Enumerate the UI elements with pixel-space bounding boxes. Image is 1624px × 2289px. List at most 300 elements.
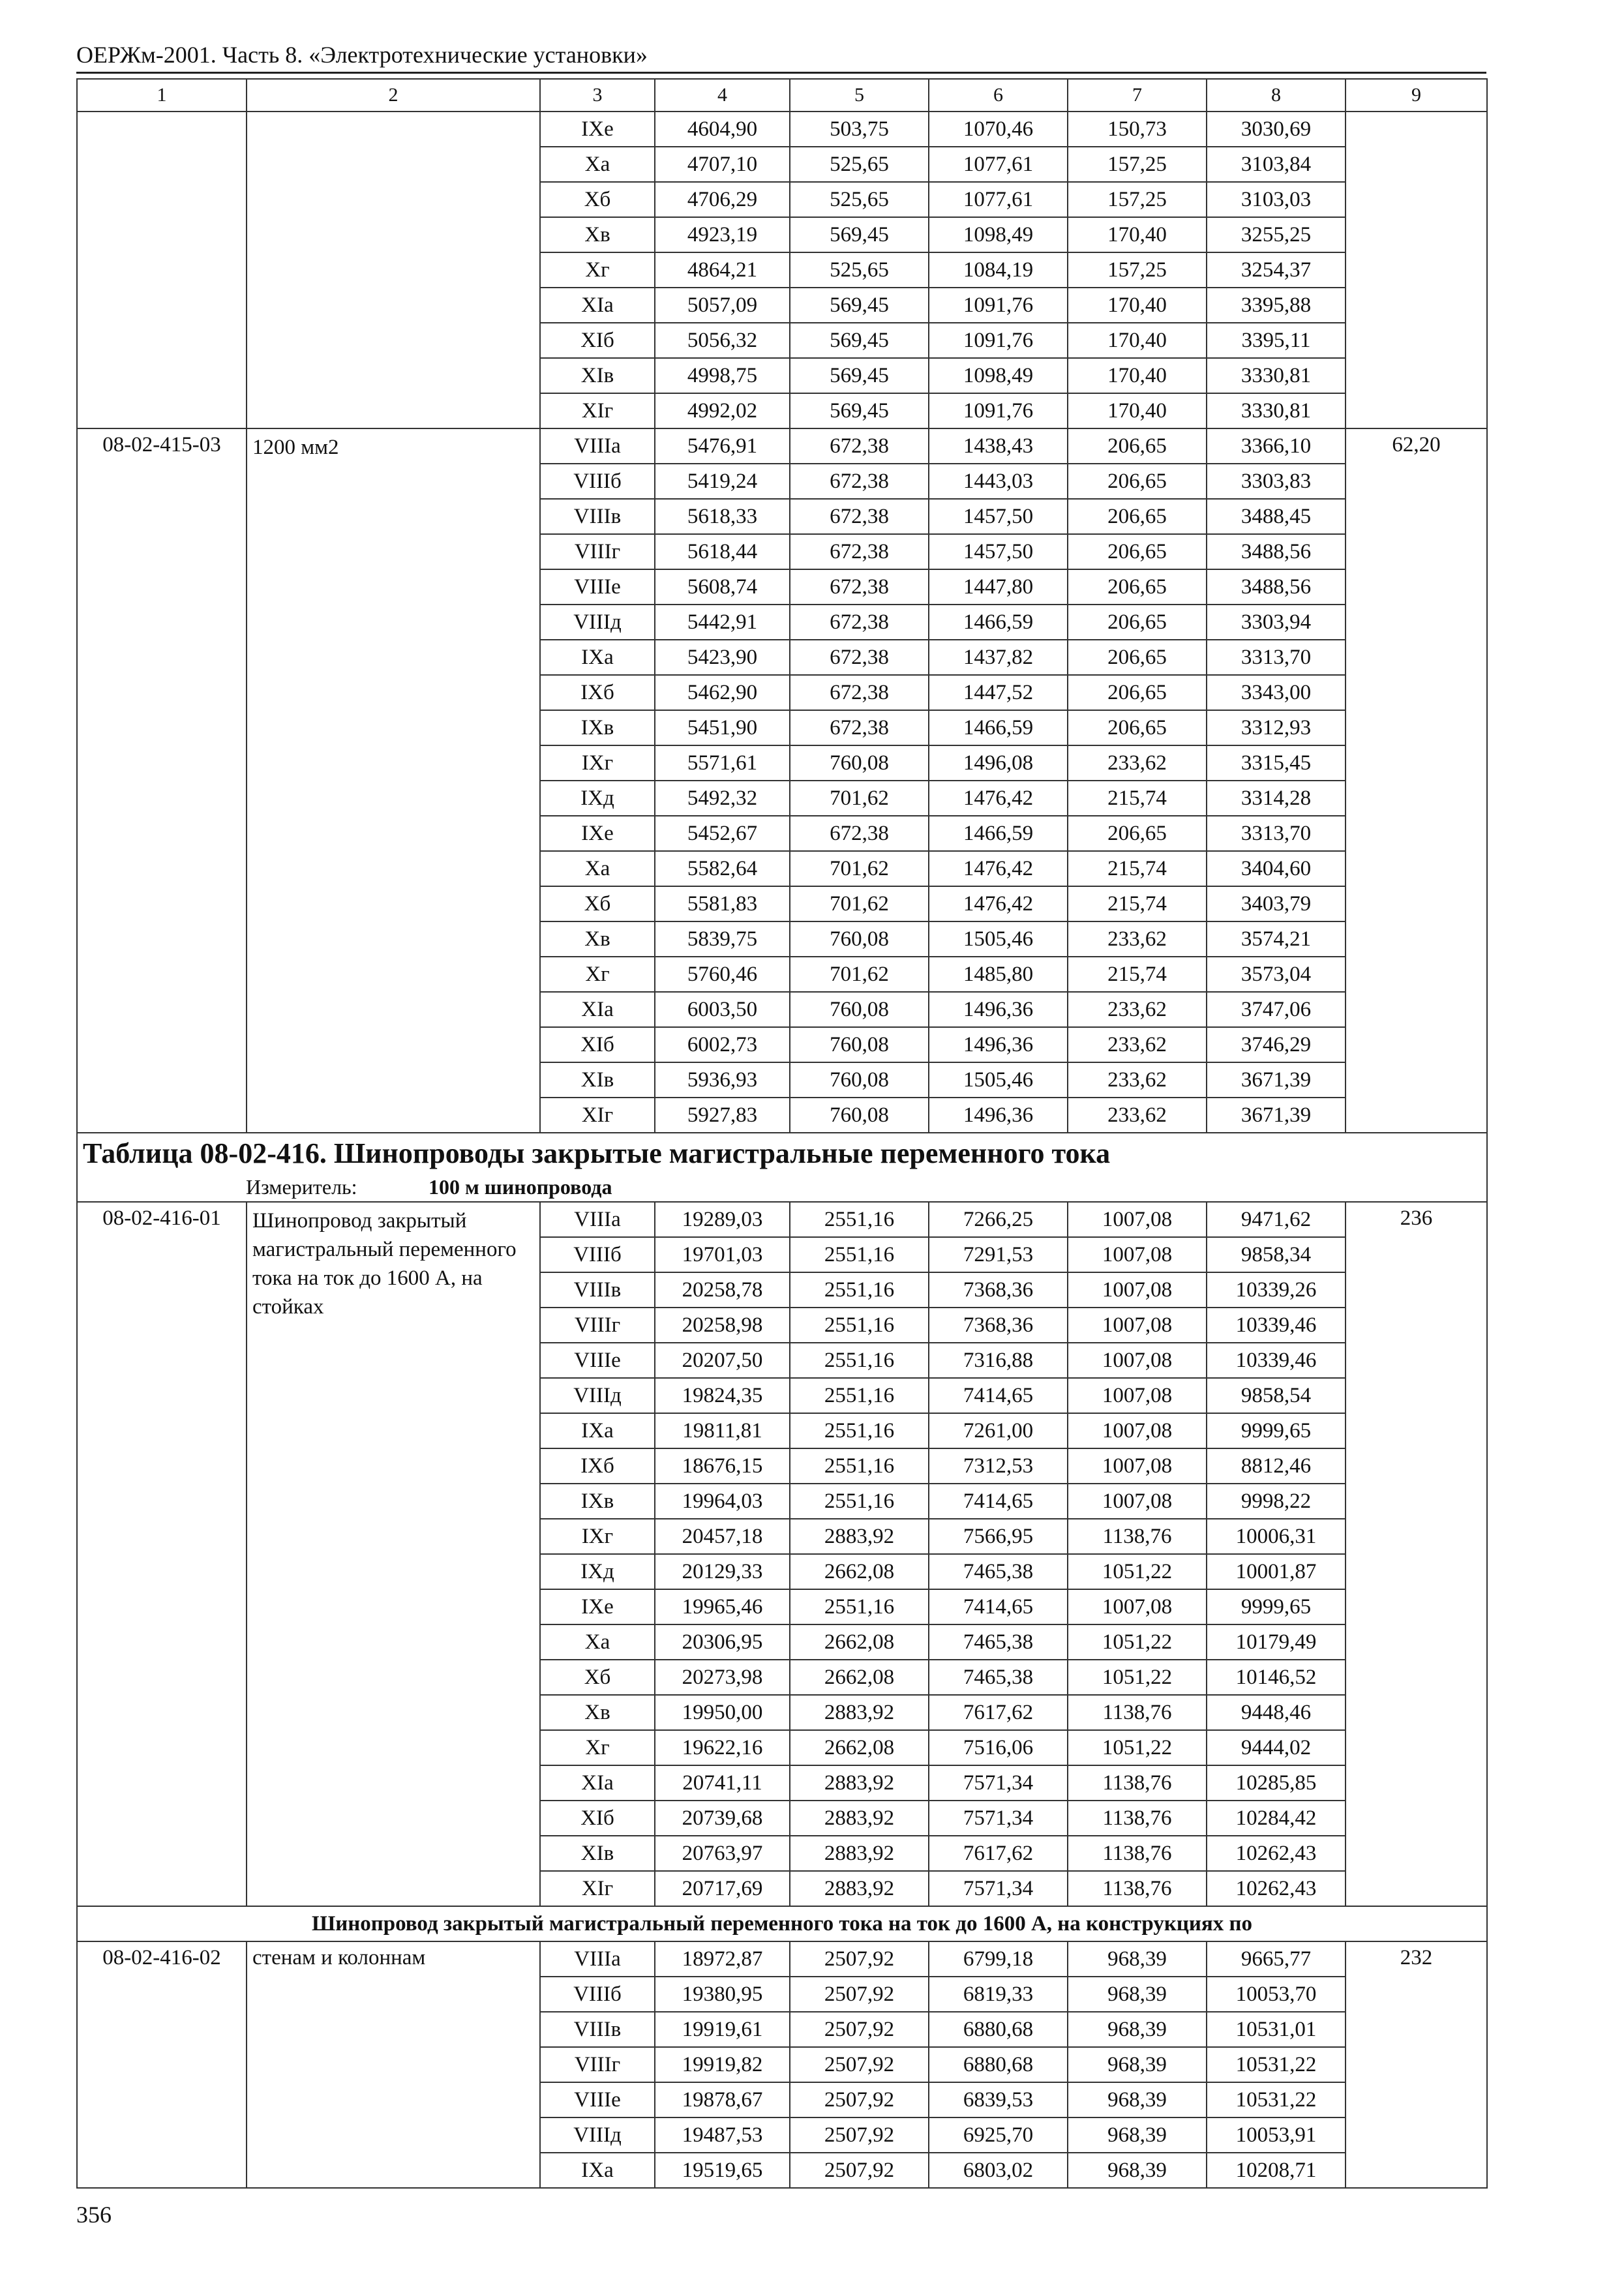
price-cell: 3488,45 xyxy=(1207,499,1346,534)
price-cell: 2507,92 xyxy=(790,1977,929,2012)
price-cell: 170,40 xyxy=(1068,358,1207,393)
price-cell: 7571,34 xyxy=(929,1871,1068,1906)
column-number: 1 xyxy=(77,79,247,112)
price-cell: 9471,62 xyxy=(1207,1202,1346,1237)
zone-cell: IXа xyxy=(540,2153,655,2188)
price-cell: 206,65 xyxy=(1068,499,1207,534)
price-cell: 4923,19 xyxy=(655,217,790,252)
col9-value: 62,20 xyxy=(1346,428,1487,1133)
price-cell: 2551,16 xyxy=(790,1484,929,1519)
zone-cell: IXв xyxy=(540,710,655,745)
price-cell: 10284,42 xyxy=(1207,1801,1346,1836)
price-cell: 206,65 xyxy=(1068,569,1207,605)
price-cell: 10531,22 xyxy=(1207,2082,1346,2117)
price-cell: 19964,03 xyxy=(655,1484,790,1519)
zone-cell: XIв xyxy=(540,1062,655,1098)
price-cell: 1466,59 xyxy=(929,605,1068,640)
price-cell: 215,74 xyxy=(1068,851,1207,886)
price-cell: 1138,76 xyxy=(1068,1801,1207,1836)
price-cell: 170,40 xyxy=(1068,323,1207,358)
price-cell: 3574,21 xyxy=(1207,921,1346,957)
price-cell: 2507,92 xyxy=(790,2047,929,2082)
zone-cell: VIIIд xyxy=(540,2117,655,2153)
column-number: 9 xyxy=(1346,79,1487,112)
price-cell: 7261,00 xyxy=(929,1413,1068,1448)
price-cell: 233,62 xyxy=(1068,1027,1207,1062)
zone-cell: VIIIг xyxy=(540,2047,655,2082)
price-cell: 2551,16 xyxy=(790,1237,929,1272)
price-cell: 2662,08 xyxy=(790,1554,929,1589)
price-cell: 760,08 xyxy=(790,1098,929,1133)
price-cell: 10339,46 xyxy=(1207,1343,1346,1378)
price-cell: 2551,16 xyxy=(790,1448,929,1484)
price-cell: 3488,56 xyxy=(1207,534,1346,569)
price-cell: 6880,68 xyxy=(929,2047,1068,2082)
price-cell: 19622,16 xyxy=(655,1730,790,1765)
price-cell: 569,45 xyxy=(790,217,929,252)
price-cell: 5462,90 xyxy=(655,675,790,710)
zone-cell: IXе xyxy=(540,816,655,851)
price-cell: 19380,95 xyxy=(655,1977,790,2012)
zone-cell: VIIIа xyxy=(540,1202,655,1237)
zone-cell: VIIIг xyxy=(540,1308,655,1343)
zone-cell: IXе xyxy=(540,112,655,147)
zone-cell: Xа xyxy=(540,147,655,182)
price-cell: 2883,92 xyxy=(790,1801,929,1836)
price-cell: 7465,38 xyxy=(929,1624,1068,1660)
table-row xyxy=(77,1941,1487,1977)
price-cell: 2507,92 xyxy=(790,2082,929,2117)
price-cell: 968,39 xyxy=(1068,2153,1207,2188)
price-cell: 1007,08 xyxy=(1068,1378,1207,1413)
price-cell: 7368,36 xyxy=(929,1308,1068,1343)
price-cell: 525,65 xyxy=(790,147,929,182)
zone-cell: VIIIб xyxy=(540,1237,655,1272)
zone-cell: XIв xyxy=(540,1836,655,1871)
price-cell: 1051,22 xyxy=(1068,1554,1207,1589)
price-cell: 6003,50 xyxy=(655,992,790,1027)
zone-cell: VIIIг xyxy=(540,534,655,569)
price-cell: 19811,81 xyxy=(655,1413,790,1448)
price-cell: 6880,68 xyxy=(929,2012,1068,2047)
price-cell: 1466,59 xyxy=(929,816,1068,851)
zone-cell: IXа xyxy=(540,640,655,675)
zone-cell: IXб xyxy=(540,675,655,710)
price-cell: 672,38 xyxy=(790,464,929,499)
price-cell: 672,38 xyxy=(790,428,929,464)
price-cell: 20763,97 xyxy=(655,1836,790,1871)
price-cell: 20273,98 xyxy=(655,1660,790,1695)
price-cell: 1007,08 xyxy=(1068,1484,1207,1519)
price-cell: 5760,46 xyxy=(655,957,790,992)
price-cell: 19824,35 xyxy=(655,1378,790,1413)
price-cell: 9444,02 xyxy=(1207,1730,1346,1765)
price-cell: 1476,42 xyxy=(929,851,1068,886)
price-cell: 525,65 xyxy=(790,182,929,217)
price-cell: 20207,50 xyxy=(655,1343,790,1378)
price-cell: 9448,46 xyxy=(1207,1695,1346,1730)
price-cell: 10531,01 xyxy=(1207,2012,1346,2047)
zone-cell: Xг xyxy=(540,1730,655,1765)
price-cell: 5839,75 xyxy=(655,921,790,957)
price-cell: 569,45 xyxy=(790,288,929,323)
zone-cell: XIг xyxy=(540,1871,655,1906)
zone-cell: IXг xyxy=(540,1519,655,1554)
price-cell: 672,38 xyxy=(790,499,929,534)
rate-code xyxy=(77,112,247,428)
price-cell: 5571,61 xyxy=(655,745,790,781)
zone-cell: IXв xyxy=(540,1484,655,1519)
column-number: 4 xyxy=(655,79,790,112)
price-cell: 7571,34 xyxy=(929,1765,1068,1801)
price-cell: 1007,08 xyxy=(1068,1308,1207,1343)
zone-cell: VIIIд xyxy=(540,605,655,640)
price-cell: 2551,16 xyxy=(790,1343,929,1378)
price-cell: 233,62 xyxy=(1068,1098,1207,1133)
subheading-row xyxy=(77,1906,1487,1941)
price-cell: 2883,92 xyxy=(790,1519,929,1554)
price-cell: 5452,67 xyxy=(655,816,790,851)
price-cell: 2507,92 xyxy=(790,1941,929,1977)
price-cell: 20457,18 xyxy=(655,1519,790,1554)
price-cell: 701,62 xyxy=(790,957,929,992)
price-cell: 206,65 xyxy=(1068,710,1207,745)
price-cell: 10001,87 xyxy=(1207,1554,1346,1589)
price-cell: 233,62 xyxy=(1068,1062,1207,1098)
price-cell: 760,08 xyxy=(790,992,929,1027)
price-cell: 9998,22 xyxy=(1207,1484,1346,1519)
price-cell: 2662,08 xyxy=(790,1624,929,1660)
price-cell: 672,38 xyxy=(790,640,929,675)
price-cell: 1138,76 xyxy=(1068,1871,1207,1906)
price-cell: 20717,69 xyxy=(655,1871,790,1906)
page-header: ОЕРЖм-2001. Часть 8. «Электротехнические установки» xyxy=(76,38,1486,74)
col9-value: 236 xyxy=(1346,1202,1487,1906)
price-cell: 701,62 xyxy=(790,851,929,886)
price-cell: 1007,08 xyxy=(1068,1237,1207,1272)
price-cell: 206,65 xyxy=(1068,816,1207,851)
rate-name: Шинопровод закрытый магистральный переменного тока на ток до 1600 А, на стойках xyxy=(247,1202,540,1906)
zone-cell: XIг xyxy=(540,393,655,428)
zone-cell: VIIIв xyxy=(540,499,655,534)
price-cell: 19950,00 xyxy=(655,1695,790,1730)
price-cell: 6839,53 xyxy=(929,2082,1068,2117)
price-cell: 569,45 xyxy=(790,323,929,358)
price-cell: 7414,65 xyxy=(929,1484,1068,1519)
price-cell: 968,39 xyxy=(1068,2117,1207,2153)
price-cell: 3746,29 xyxy=(1207,1027,1346,1062)
price-cell: 1084,19 xyxy=(929,252,1068,288)
zone-cell: VIIIб xyxy=(540,1977,655,2012)
price-cell: 503,75 xyxy=(790,112,929,147)
zone-cell: Xб xyxy=(540,886,655,921)
price-cell: 2883,92 xyxy=(790,1871,929,1906)
price-cell: 1476,42 xyxy=(929,886,1068,921)
price-cell: 19289,03 xyxy=(655,1202,790,1237)
price-cell: 7465,38 xyxy=(929,1660,1068,1695)
price-cell: 1438,43 xyxy=(929,428,1068,464)
price-cell: 6002,73 xyxy=(655,1027,790,1062)
price-cell: 1091,76 xyxy=(929,288,1068,323)
price-cell: 968,39 xyxy=(1068,2047,1207,2082)
price-cell: 2883,92 xyxy=(790,1695,929,1730)
price-cell: 2551,16 xyxy=(790,1413,929,1448)
page-number: 356 xyxy=(76,2202,112,2228)
price-cell: 20741,11 xyxy=(655,1765,790,1801)
price-cell: 701,62 xyxy=(790,781,929,816)
price-cell: 10006,31 xyxy=(1207,1519,1346,1554)
price-cell: 5581,83 xyxy=(655,886,790,921)
price-cell: 20739,68 xyxy=(655,1801,790,1836)
price-cell: 9999,65 xyxy=(1207,1413,1346,1448)
price-cell: 233,62 xyxy=(1068,992,1207,1027)
price-cell: 3255,25 xyxy=(1207,217,1346,252)
price-cell: 2551,16 xyxy=(790,1202,929,1237)
price-cell: 10285,85 xyxy=(1207,1765,1346,1801)
price-cell: 5618,33 xyxy=(655,499,790,534)
price-cell: 215,74 xyxy=(1068,886,1207,921)
rate-code: 08-02-416-01 xyxy=(77,1202,247,1906)
price-cell: 157,25 xyxy=(1068,252,1207,288)
price-cell: 672,38 xyxy=(790,816,929,851)
price-cell: 5476,91 xyxy=(655,428,790,464)
price-cell: 10053,70 xyxy=(1207,1977,1346,2012)
price-cell: 1138,76 xyxy=(1068,1836,1207,1871)
price-cell: 10339,46 xyxy=(1207,1308,1346,1343)
price-cell: 3103,03 xyxy=(1207,182,1346,217)
price-cell: 3315,45 xyxy=(1207,745,1346,781)
price-cell: 1007,08 xyxy=(1068,1272,1207,1308)
price-cell: 19965,46 xyxy=(655,1589,790,1624)
price-cell: 9858,54 xyxy=(1207,1378,1346,1413)
price-cell: 7617,62 xyxy=(929,1695,1068,1730)
table-title: Таблица 08-02-416. Шинопроводы закрытые магистральные переменного тока xyxy=(77,1133,1487,1173)
price-cell: 701,62 xyxy=(790,886,929,921)
zone-cell: IXд xyxy=(540,781,655,816)
zone-cell: VIIIб xyxy=(540,464,655,499)
price-cell: 4998,75 xyxy=(655,358,790,393)
price-cell: 206,65 xyxy=(1068,675,1207,710)
price-cell: 157,25 xyxy=(1068,147,1207,182)
price-cell: 7566,95 xyxy=(929,1519,1068,1554)
price-cell: 1466,59 xyxy=(929,710,1068,745)
price-cell: 1007,08 xyxy=(1068,1202,1207,1237)
price-cell: 10208,71 xyxy=(1207,2153,1346,2188)
price-cell: 1496,08 xyxy=(929,745,1068,781)
price-cell: 5582,64 xyxy=(655,851,790,886)
price-cell: 1070,46 xyxy=(929,112,1068,147)
price-cell: 10262,43 xyxy=(1207,1871,1346,1906)
zone-cell: VIIIе xyxy=(540,569,655,605)
price-cell: 170,40 xyxy=(1068,217,1207,252)
price-cell: 7368,36 xyxy=(929,1272,1068,1308)
price-cell: 4992,02 xyxy=(655,393,790,428)
price-cell: 1496,36 xyxy=(929,1098,1068,1133)
price-cell: 10053,91 xyxy=(1207,2117,1346,2153)
price-cell: 672,38 xyxy=(790,569,929,605)
rate-name: 1200 мм2 xyxy=(247,428,540,1133)
price-cell: 2883,92 xyxy=(790,1765,929,1801)
price-cell: 3671,39 xyxy=(1207,1098,1346,1133)
price-cell: 1051,22 xyxy=(1068,1730,1207,1765)
price-cell: 206,65 xyxy=(1068,428,1207,464)
price-cell: 1443,03 xyxy=(929,464,1068,499)
price-cell: 1098,49 xyxy=(929,217,1068,252)
price-cell: 5056,32 xyxy=(655,323,790,358)
price-cell: 7291,53 xyxy=(929,1237,1068,1272)
price-cell: 1091,76 xyxy=(929,393,1068,428)
price-cell: 19701,03 xyxy=(655,1237,790,1272)
price-cell: 10179,49 xyxy=(1207,1624,1346,1660)
column-number: 5 xyxy=(790,79,929,112)
column-number-row xyxy=(77,79,1487,112)
price-cell: 9665,77 xyxy=(1207,1941,1346,1977)
price-cell: 3404,60 xyxy=(1207,851,1346,886)
price-cell: 20258,78 xyxy=(655,1272,790,1308)
price-cell: 206,65 xyxy=(1068,534,1207,569)
price-cell: 1007,08 xyxy=(1068,1448,1207,1484)
price-cell: 7414,65 xyxy=(929,1378,1068,1413)
price-cell: 157,25 xyxy=(1068,182,1207,217)
zone-cell: XIв xyxy=(540,358,655,393)
zone-cell: XIа xyxy=(540,992,655,1027)
price-cell: 672,38 xyxy=(790,675,929,710)
price-cell: 760,08 xyxy=(790,1062,929,1098)
price-cell: 760,08 xyxy=(790,745,929,781)
price-cell: 18676,15 xyxy=(655,1448,790,1484)
price-cell: 3254,37 xyxy=(1207,252,1346,288)
zone-cell: VIIIе xyxy=(540,2082,655,2117)
price-cell: 6799,18 xyxy=(929,1941,1068,1977)
price-cell: 5419,24 xyxy=(655,464,790,499)
table-row xyxy=(77,112,1487,147)
price-cell: 5423,90 xyxy=(655,640,790,675)
price-cell: 5936,93 xyxy=(655,1062,790,1098)
price-cell: 3671,39 xyxy=(1207,1062,1346,1098)
zone-cell: Xв xyxy=(540,921,655,957)
zone-cell: VIIIе xyxy=(540,1343,655,1378)
price-cell: 3330,81 xyxy=(1207,358,1346,393)
price-cell: 19919,82 xyxy=(655,2047,790,2082)
price-cell: 1138,76 xyxy=(1068,1765,1207,1801)
zone-cell: VIIIа xyxy=(540,1941,655,1977)
price-cell: 7312,53 xyxy=(929,1448,1068,1484)
price-cell: 1437,82 xyxy=(929,640,1068,675)
table-row xyxy=(77,1202,1487,1237)
price-cell: 1077,61 xyxy=(929,182,1068,217)
measure-row xyxy=(77,1173,1487,1202)
column-number: 8 xyxy=(1207,79,1346,112)
price-cell: 206,65 xyxy=(1068,640,1207,675)
price-cell: 6925,70 xyxy=(929,2117,1068,2153)
price-cell: 215,74 xyxy=(1068,957,1207,992)
zone-cell: Xв xyxy=(540,1695,655,1730)
zone-cell: IXд xyxy=(540,1554,655,1589)
price-cell: 1457,50 xyxy=(929,499,1068,534)
price-cell: 672,38 xyxy=(790,605,929,640)
price-cell: 5057,09 xyxy=(655,288,790,323)
price-cell: 19919,61 xyxy=(655,2012,790,2047)
price-cell: 3312,93 xyxy=(1207,710,1346,745)
price-cell: 8812,46 xyxy=(1207,1448,1346,1484)
price-cell: 6819,33 xyxy=(929,1977,1068,2012)
price-cell: 1447,52 xyxy=(929,675,1068,710)
col9-value: 232 xyxy=(1346,1941,1487,2188)
price-cell: 3343,00 xyxy=(1207,675,1346,710)
zone-cell: VIIIа xyxy=(540,428,655,464)
price-cell: 1505,46 xyxy=(929,921,1068,957)
zone-cell: VIIIв xyxy=(540,1272,655,1308)
price-cell: 206,65 xyxy=(1068,605,1207,640)
zone-cell: XIб xyxy=(540,323,655,358)
column-number: 2 xyxy=(247,79,540,112)
zone-cell: IXб xyxy=(540,1448,655,1484)
table-title-row xyxy=(77,1133,1487,1173)
rate-code: 08-02-416-02 xyxy=(77,1941,247,2188)
price-cell: 3330,81 xyxy=(1207,393,1346,428)
price-cell: 10531,22 xyxy=(1207,2047,1346,2082)
price-cell: 1496,36 xyxy=(929,992,1068,1027)
rate-code: 08-02-415-03 xyxy=(77,428,247,1133)
zone-cell: Xв xyxy=(540,217,655,252)
price-cell: 170,40 xyxy=(1068,288,1207,323)
rate-name xyxy=(247,112,540,428)
rate-name: стенам и колоннам xyxy=(247,1941,540,2188)
table-row xyxy=(77,428,1487,464)
price-cell: 18972,87 xyxy=(655,1941,790,1977)
price-cell: 1485,80 xyxy=(929,957,1068,992)
price-cell: 5608,74 xyxy=(655,569,790,605)
price-cell: 7571,34 xyxy=(929,1801,1068,1836)
subheading: Шинопровод закрытый магистральный переменного тока на ток до 1600 А, на конструкциях по xyxy=(77,1906,1487,1941)
price-cell: 1051,22 xyxy=(1068,1624,1207,1660)
zone-cell: XIб xyxy=(540,1801,655,1836)
price-cell: 3103,84 xyxy=(1207,147,1346,182)
price-cell: 233,62 xyxy=(1068,745,1207,781)
price-cell: 170,40 xyxy=(1068,393,1207,428)
price-cell: 3313,70 xyxy=(1207,816,1346,851)
price-cell: 1476,42 xyxy=(929,781,1068,816)
measure-label: Измеритель: xyxy=(246,1174,357,1199)
price-cell: 1051,22 xyxy=(1068,1660,1207,1695)
price-cell: 7617,62 xyxy=(929,1836,1068,1871)
zone-cell: VIIIд xyxy=(540,1378,655,1413)
price-cell: 569,45 xyxy=(790,358,929,393)
price-cell: 5492,32 xyxy=(655,781,790,816)
zone-cell: Xг xyxy=(540,957,655,992)
zone-cell: Xа xyxy=(540,851,655,886)
price-cell: 20258,98 xyxy=(655,1308,790,1343)
col9-value xyxy=(1346,112,1487,428)
price-cell: 9999,65 xyxy=(1207,1589,1346,1624)
price-cell: 7465,38 xyxy=(929,1554,1068,1589)
column-number: 3 xyxy=(540,79,655,112)
price-cell: 1007,08 xyxy=(1068,1589,1207,1624)
price-cell: 10146,52 xyxy=(1207,1660,1346,1695)
price-cell: 19519,65 xyxy=(655,2153,790,2188)
price-cell: 19487,53 xyxy=(655,2117,790,2153)
price-cell: 3030,69 xyxy=(1207,112,1346,147)
price-cell: 2551,16 xyxy=(790,1308,929,1343)
price-cell: 4706,29 xyxy=(655,182,790,217)
price-cell: 10339,26 xyxy=(1207,1272,1346,1308)
price-cell: 215,74 xyxy=(1068,781,1207,816)
price-cell: 3313,70 xyxy=(1207,640,1346,675)
zone-cell: Xг xyxy=(540,252,655,288)
price-cell: 20129,33 xyxy=(655,1554,790,1589)
price-cell: 1138,76 xyxy=(1068,1695,1207,1730)
price-cell: 7266,25 xyxy=(929,1202,1068,1237)
